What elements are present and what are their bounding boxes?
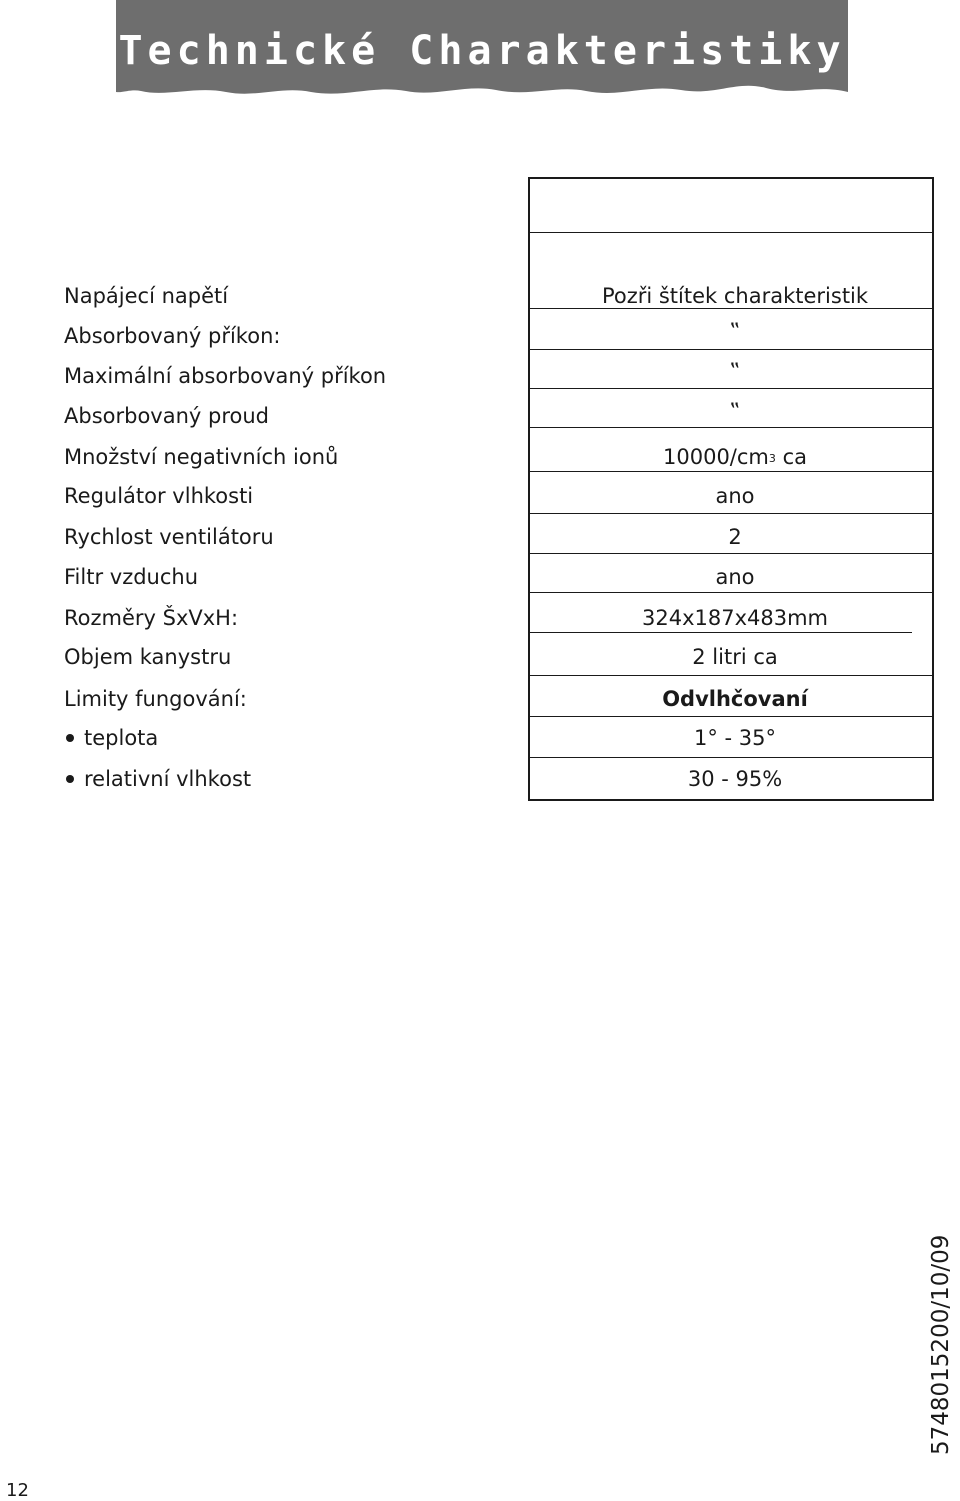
ion-value: 10000/cm (663, 445, 769, 469)
spec-label: Rozměry ŠxVxH: (64, 606, 239, 630)
spec-label: Limity fungování: (64, 687, 247, 711)
ion-value-suffix: ca (775, 445, 807, 469)
spec-label: Absorbovaný příkon: (64, 324, 281, 348)
spec-label: Rychlost ventilátoru (64, 525, 274, 549)
bullet-icon (66, 775, 74, 783)
spec-value: ano (715, 484, 755, 508)
spec-label: relativní vlhkost (84, 767, 252, 791)
ion-value-superscript: 3 (768, 452, 776, 465)
page-number: 12 (6, 1480, 29, 1501)
spec-label: Objem kanystru (64, 645, 232, 669)
document-code: 5748015200/10/09 (928, 1234, 954, 1455)
spec-label: Absorbovaný proud (64, 404, 269, 428)
spec-value: 30 - 95% (687, 767, 783, 791)
spec-value (530, 444, 940, 470)
ditto-mark: ‟ (729, 319, 741, 343)
page-title: Technické Charakteristiky (118, 28, 846, 74)
box-rule (530, 757, 934, 758)
box-rule (530, 632, 912, 633)
box-rule (530, 388, 934, 389)
spec-value: 2 litri ca (692, 645, 778, 669)
ditto-mark: ‟ (729, 399, 741, 423)
ditto-mark: ‟ (729, 359, 741, 383)
box-rule (530, 553, 934, 554)
box-rule (530, 427, 934, 428)
spec-value: ano (715, 565, 755, 589)
spec-label: Regulátor vlhkosti (64, 484, 254, 508)
spec-value: 2 (728, 525, 742, 549)
spec-label: Množství negativních ionů (64, 445, 339, 469)
spec-label: Napájecí napětí (64, 284, 229, 308)
box-rule (530, 716, 934, 717)
spec-value: Pozři štítek charakteristik (601, 284, 869, 308)
box-rule (530, 471, 934, 472)
box-rule (530, 592, 934, 593)
box-rule (530, 675, 934, 676)
spec-value: 1° - 35° (693, 726, 776, 750)
spec-label: Maximální absorbovaný příkon (64, 364, 387, 388)
header-banner (116, 0, 848, 100)
spec-label: Filtr vzduchu (64, 565, 199, 589)
box-rule (530, 232, 934, 233)
box-rule (530, 349, 934, 350)
spec-value: Odvlhčovaní (662, 687, 808, 711)
spec-label: teplota (84, 726, 159, 750)
box-rule (530, 513, 934, 514)
spec-value: 324x187x483mm (641, 606, 829, 630)
bullet-icon (66, 734, 74, 742)
